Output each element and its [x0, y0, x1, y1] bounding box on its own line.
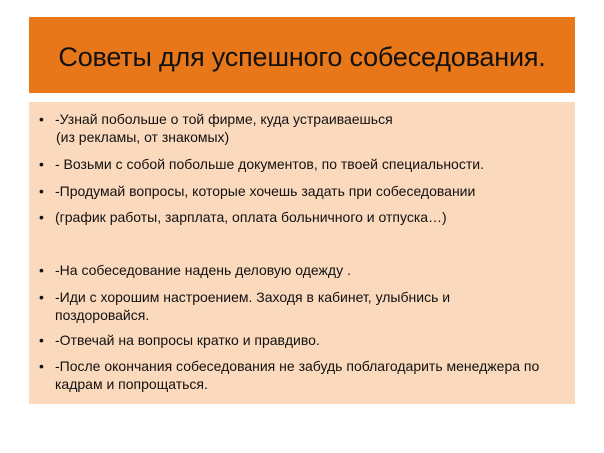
- bullet-line: -После окончания собеседования не забудь поблагодарить менеджера по: [55, 358, 540, 374]
- bullet-line: -Отвечай на вопросы кратко и правдиво.: [55, 332, 320, 348]
- bullet-text: [55, 110, 567, 146]
- bullet-dot: •: [39, 262, 44, 278]
- bullet-dot: •: [39, 156, 44, 172]
- bullet-text: [55, 261, 567, 279]
- bullet-dot: •: [39, 289, 44, 305]
- bullet-line: - Возьми с собой побольше документов, по твоей специальности.: [55, 156, 484, 172]
- bullet-dot: •: [39, 183, 44, 199]
- bullet-line: (из рекламы, от знакомых): [56, 129, 230, 145]
- bullet-line: -Продумай вопросы, которые хочешь задать при собеседовании: [55, 183, 476, 199]
- bullet-dot: •: [39, 111, 44, 127]
- bullet-line: -На собеседование надень деловую одежду .: [55, 262, 351, 278]
- content-box: [29, 102, 575, 404]
- bullet-text: [55, 182, 567, 200]
- bullet-text: [55, 357, 567, 393]
- slide-title: Советы для успешного собеседования.: [58, 41, 546, 72]
- title-bar: [29, 17, 575, 93]
- bullet-line: -Узнай побольше о той фирме, куда устраиваешься: [55, 111, 393, 127]
- bullet-dot: •: [39, 332, 44, 348]
- bullet-dot: •: [39, 358, 44, 374]
- bullet-text: [55, 155, 567, 173]
- bullet-text: [55, 331, 567, 349]
- bullet-text: [55, 208, 567, 226]
- bullet-line: -Иди с хорошим настроением. Заходя в кабинет, улыбнись и: [55, 289, 451, 305]
- bullet-text: [55, 288, 567, 324]
- bullet-line: кадрам и попрощаться.: [55, 376, 208, 392]
- bullet-line: поздоровайся.: [55, 307, 150, 323]
- bullet-line: (график работы, зарплата, оплата больничного и отпуска…): [55, 209, 447, 225]
- bullet-dot: •: [39, 209, 44, 225]
